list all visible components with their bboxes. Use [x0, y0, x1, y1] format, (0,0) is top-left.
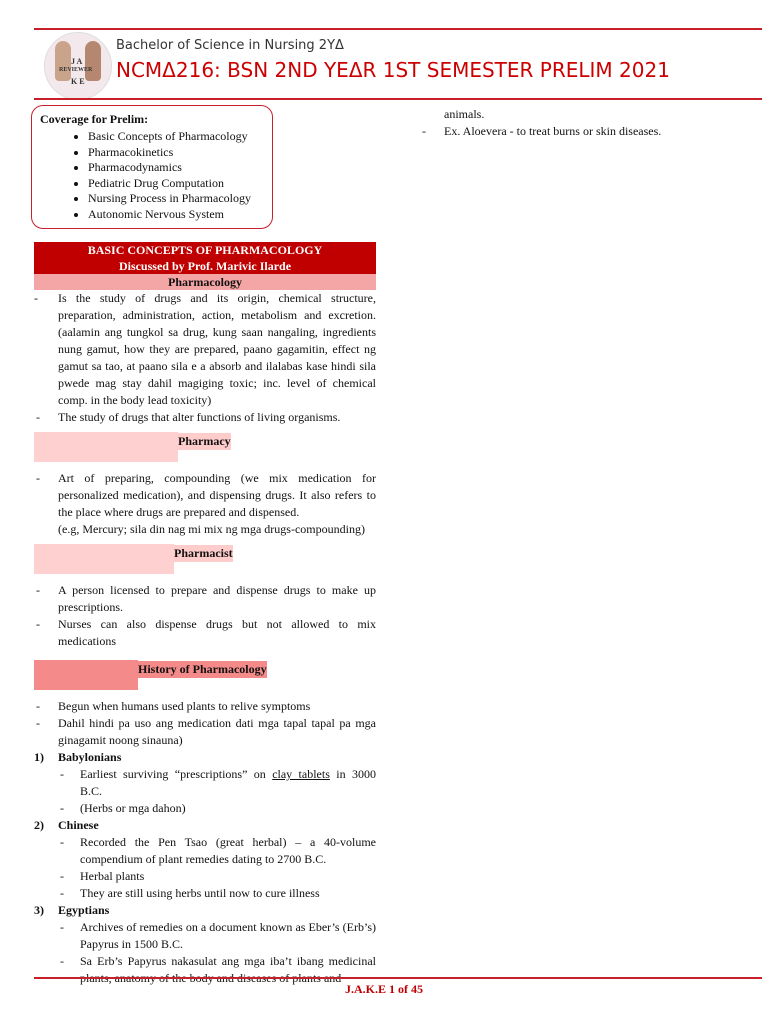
era-heading: 1) Babylonians — [34, 750, 122, 764]
coverage-item: • Basic Concepts of Pharmacology — [88, 129, 264, 145]
list-item: - A person licensed to prepare and dispense drugs to make up prescriptions. — [34, 582, 376, 616]
pharmacy-band — [34, 432, 376, 462]
list-item: - Earliest surviving “prescriptions” on clay tablets in 3000 B.C. — [34, 766, 376, 800]
list-item: - Herbal plants — [34, 868, 376, 885]
era-heading: 3) Egyptians — [34, 903, 110, 917]
list-item: - Archives of remedies on a document known as Eber’s (Erb’s) Papyrus in 1500 B.C. — [34, 919, 376, 953]
list-note: (e.g, Mercury; sila din nag mi mix ng mga drugs-compounding) — [58, 522, 365, 536]
list-item: - They are still using herbs until now to cure illness — [34, 885, 376, 902]
coverage-item: • Pediatric Drug Computation — [88, 176, 264, 192]
header-bottom-rule — [34, 98, 762, 100]
pharmacology-heading: Pharmacology — [34, 274, 376, 290]
coverage-box — [31, 105, 273, 229]
list-item: - Recorded the Pen Tsao (great herbal) – a 40-volume compendium of plant remedies dating to 2700 B.C. — [34, 834, 376, 868]
left-column — [34, 242, 376, 987]
list-item: - Is the study of drugs and its origin, chemical structure, preparation, administration, action, metabolism and excretion. (aalamin ang tungkol sa drug, kung saan nangaling, ingredients nung gamut, how they are prepared, paano gagamitin, effect ng gamut sa tao, at paano sila e a absorb and ilalabas kase hindi sila pwede mag stay dahil magiging toxic; inc. level of chemical comp. in the body lead toxicity) — [34, 290, 376, 409]
list-item: - Dahil hindi pa uso ang medication dati mga tapal tapal pa mga ginagamit noong sinauna) — [34, 715, 376, 749]
coverage-item: • Nursing Process in Pharmacology — [88, 191, 264, 207]
coverage-list — [40, 129, 264, 223]
coverage-heading: Coverage for Prelim: — [40, 112, 149, 126]
coverage-item: • Pharmacodynamics — [88, 160, 264, 176]
page-title: NCMΔ216: BSN 2ND YEΔR 1ST SEMESTER PRELIM 2021 — [116, 58, 670, 82]
continuation-text: animals. — [444, 107, 485, 121]
header-subtitle: Bachelor of Science in Nursing 2YΔ — [116, 38, 344, 53]
section-author: Discussed by Prof. Marivic Ilarde — [34, 258, 376, 274]
footer-rule — [34, 977, 762, 979]
list-item: - The study of drugs that alter functions of living organisms. — [34, 409, 376, 426]
list-item: - Begun when humans used plants to relive symptoms — [34, 698, 376, 715]
list-item: - (Herbs or mga dahon) — [34, 800, 376, 817]
pharmacy-heading: Pharmacy — [178, 434, 231, 448]
coverage-item: • Pharmacokinetics — [88, 145, 264, 161]
pharmacist-heading: Pharmacist — [174, 546, 233, 560]
history-heading: History of Pharmacology — [138, 662, 267, 676]
pharmacist-band — [34, 544, 376, 574]
history-band — [34, 660, 376, 690]
list-item: - Art of preparing, compounding (we mix medication for personalized medication), and dispensing drugs. It also refers to the place where drugs are prepared and dispensed. — [34, 470, 376, 521]
header-top-rule — [34, 28, 762, 30]
page-footer: J.A.K.E 1 of 45 — [345, 982, 423, 996]
era-heading: 2) Chinese — [34, 818, 99, 832]
coverage-item: • Autonomic Nervous System — [88, 207, 264, 223]
list-item: - Nurses can also dispense drugs but not allowed to mix medications — [34, 616, 376, 650]
list-item: - Ex. Aloevera - to treat burns or skin diseases. — [420, 123, 720, 140]
reviewer-logo: J A REVIEWER K E — [44, 32, 112, 100]
right-column — [420, 106, 720, 140]
list-item: - Sa Erb’s Papyrus nakasulat ang mga iba’t ibang medicinal — [34, 953, 376, 987]
section-title: BASIC CONCEPTS OF PHARMACOLOGY — [34, 242, 376, 258]
